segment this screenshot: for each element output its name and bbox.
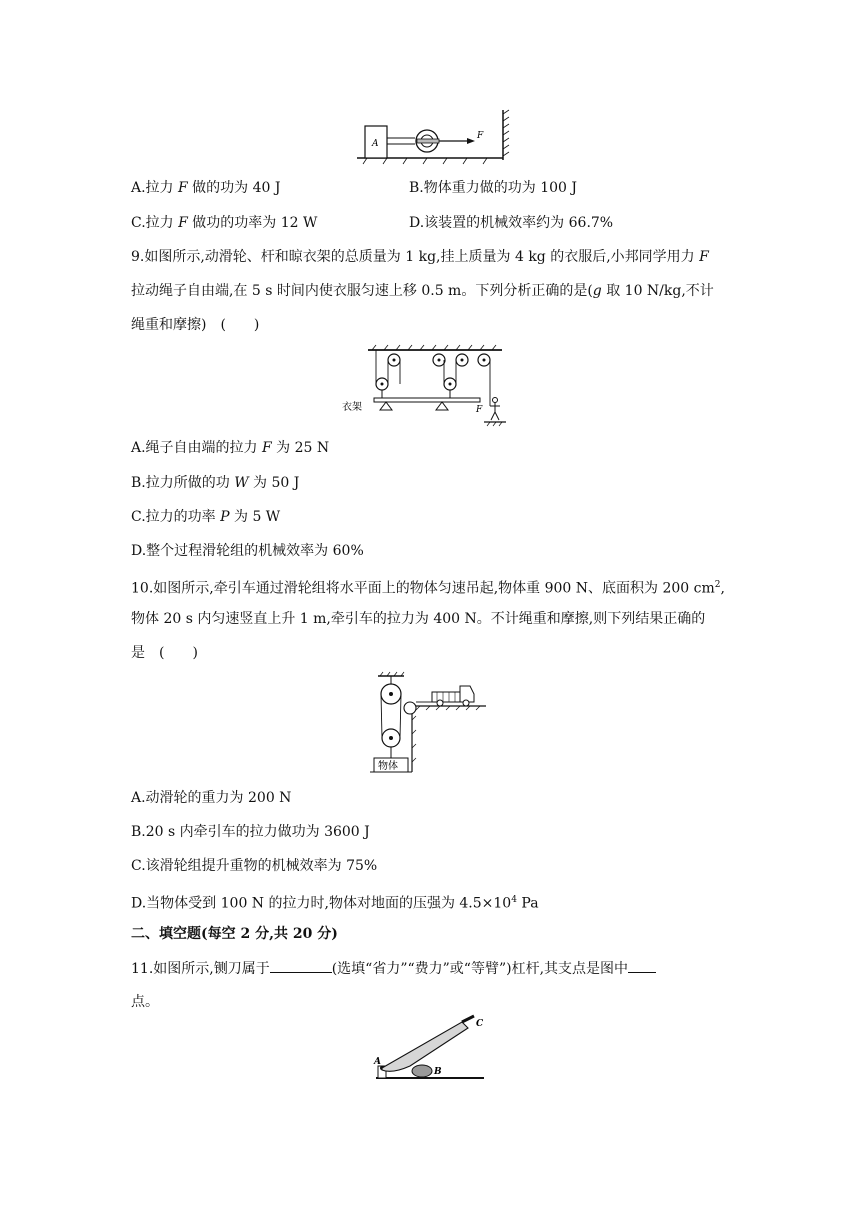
q9-option-c-prefix: C.拉力的功率 [131, 509, 221, 525]
q9-stem-line3 [131, 315, 259, 335]
q9-option-b-var: W [234, 475, 249, 491]
q9-diagram [342, 344, 512, 426]
q10-option-c [131, 856, 377, 876]
q8-option-c [131, 213, 317, 233]
q9-rack-label: 衣架 [342, 402, 362, 413]
q10-figure [370, 672, 488, 780]
q11-label-a: A [374, 1057, 381, 1067]
q9-stem-line1 [131, 247, 709, 267]
q8-option-a-var: F [178, 180, 188, 196]
section-2-heading: 二、填空题(每空 2 分,共 20 分) [131, 926, 338, 942]
q8-block-label: A [372, 139, 379, 149]
q10-stem-line1-text: 10.如图所示,牵引车通过滑轮组将水平面上的物体匀速吊起,物体重 900 N、底面积为 200 cm [131, 580, 715, 597]
q11-label-c: C [476, 1019, 484, 1029]
q9-figure [342, 344, 512, 426]
q10-stem-line2 [131, 609, 705, 629]
q10-stem-line1-sup: 2 [714, 580, 721, 590]
q9-stem-line2-end: 取 10 N/kg,不计 [601, 283, 714, 299]
q11-stem-part1: 11.如图所示,铡刀属于 [131, 961, 270, 977]
q9-option-a-suffix: 为 25 N [271, 440, 330, 456]
q8-option-c-var: F [178, 215, 188, 231]
q11-answer-blank-1[interactable] [270, 958, 332, 973]
q10-option-a [131, 788, 291, 808]
q11-label-b: B [434, 1067, 442, 1077]
q11-stem-part2: (选填“省力”“费力”或“等臂”)杠杆,其支点是图中 [331, 961, 629, 977]
q10-option-a-text: A.动滑轮的重力为 200 N [131, 790, 292, 806]
q8-option-d-text: D.该装置的机械效率约为 66.7% [409, 215, 614, 231]
q10-option-d-end: Pa [516, 895, 539, 912]
q11-answer-blank-2[interactable] [628, 958, 656, 973]
q10-stem-line1-end: , [720, 580, 725, 597]
q10-stem-line1 [131, 575, 725, 599]
q9-stem-line1-text: 9.如图所示,动滑轮、杆和晾衣架的总质量为 1 kg,挂上质量为 4 kg 的衣服后,小邦同学用力 [131, 249, 700, 265]
q10-diagram [370, 672, 488, 780]
q9-stem-line3-text: 绳重和摩擦) ( ) [131, 317, 260, 333]
q9-option-b [131, 473, 299, 493]
q8-option-c-suffix: 做功的功率为 12 W [187, 215, 318, 231]
q9-option-a [131, 438, 329, 458]
q9-stem-line1-var: F [699, 249, 709, 265]
q8-option-b [409, 178, 577, 198]
q9-stem-line2 [131, 281, 714, 301]
q9-option-b-prefix: B.拉力所做的功 [131, 475, 235, 491]
q10-stem-line3 [131, 643, 198, 663]
q10-object-label: 物体 [378, 761, 398, 772]
q9-stem-line2-text: 拉动绳子自由端,在 5 s 时间内使衣服匀速上移 0.5 m。下列分析正确的是( [131, 283, 593, 299]
q8-option-a-prefix: A.拉力 [131, 180, 179, 196]
q11-diagram [370, 1014, 486, 1084]
q11-stem-line2 [131, 992, 159, 1012]
q10-stem-line2-text: 物体 20 s 内匀速竖直上升 1 m,牵引车的拉力为 400 N。不计绳重和摩擦,则下列结果正确的 [131, 611, 706, 627]
q9-option-c-var: P [220, 509, 230, 525]
q9-option-d-text: D.整个过程滑轮组的机械效率为 60% [131, 543, 364, 559]
q9-option-c-suffix: 为 5 W [229, 509, 281, 525]
q8-option-a [131, 178, 281, 198]
q9-option-d [131, 541, 364, 561]
q10-option-d-text: D.当物体受到 100 N 的拉力时,物体对地面的压强为 4.5×10 [131, 895, 512, 912]
q10-option-b-text: B.20 s 内牵引车的拉力做功为 3600 J [131, 824, 370, 840]
q8-option-c-prefix: C.拉力 [131, 215, 179, 231]
q10-stem-line3-text: 是 ( ) [131, 645, 198, 661]
q9-option-a-var: F [262, 440, 272, 456]
q11-figure [370, 1014, 486, 1084]
q10-option-d-sup: 4 [511, 895, 517, 905]
q8-option-a-suffix: 做的功为 40 J [187, 180, 281, 196]
q8-figure [353, 108, 513, 164]
q9-stem-line2-var: g [592, 283, 602, 299]
q8-option-d [409, 213, 613, 233]
q9-option-b-suffix: 为 50 J [248, 475, 300, 491]
q8-diagram [353, 108, 513, 164]
q9-option-a-prefix: A.绳子自由端的拉力 [131, 440, 263, 456]
q11-stem-line1 [131, 958, 656, 979]
q8-force-label: F [477, 131, 484, 141]
q10-option-b [131, 822, 370, 842]
q11-stem-line2-text: 点。 [131, 994, 159, 1010]
q10-option-c-text: C.该滑轮组提升重物的机械效率为 75% [131, 858, 378, 874]
q9-force-label: F [476, 405, 483, 415]
q9-option-c [131, 507, 280, 527]
q8-option-b-text: B.物体重力做的功为 100 J [409, 180, 577, 196]
q10-option-d [131, 890, 539, 914]
